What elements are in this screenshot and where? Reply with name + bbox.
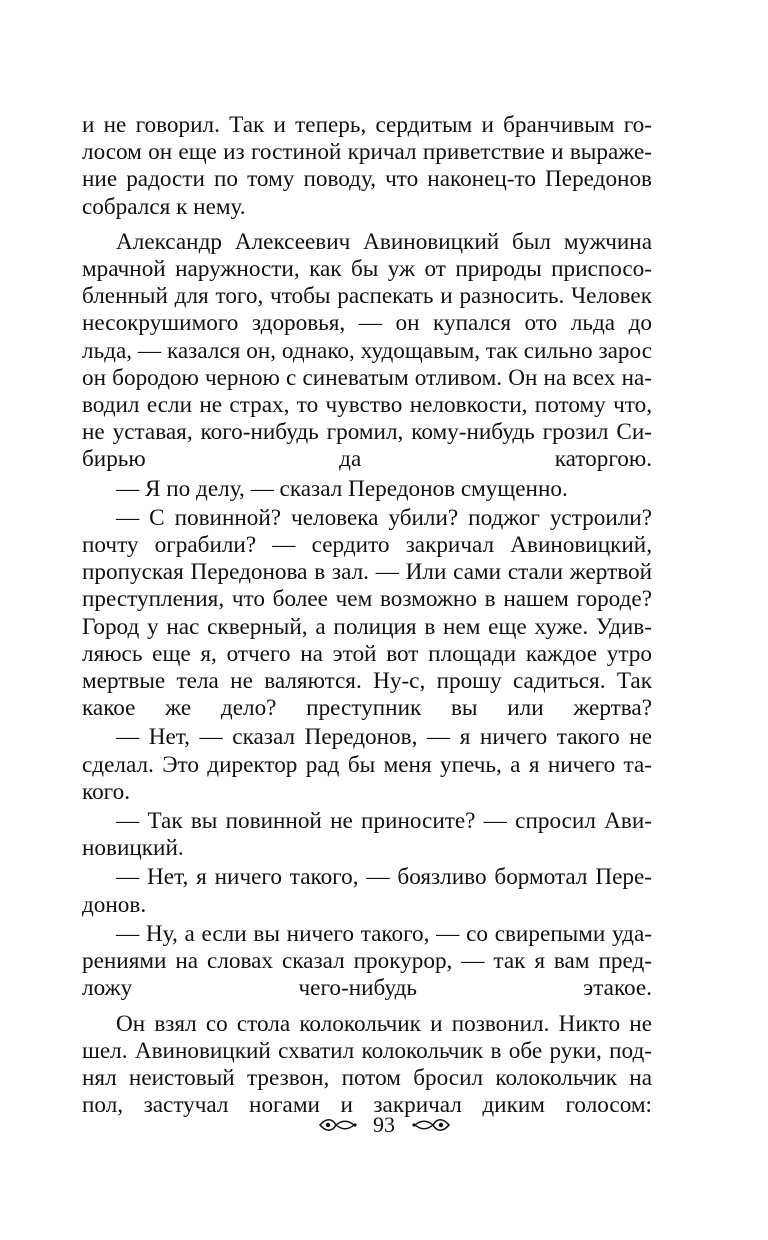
paragraph-4: — С повинной? человека убили? поджог устроили? почту ограбили? — сердито закричал Авиновицкий, пропуская Передонова в зал. — Или сами стали жертвой преступления, что более чем возможно в нашем городе? Город у нас скверный, а полиция в нем еще хуже. Удивляюсь еще я, отчего на этой вот площади каждое утро мертвые тела не валяются. Ну-с, прошу садиться. Так какое же дело? преступник вы или жертва?	[82, 504, 652, 722]
paragraph-2: Александр Алексеевич Авиновицкий был мужчина мрачной наружности, как бы уж от природы приспособленный для того, чтобы распекать и разносить. Человек несокрушимого здоровья, — он купался ото льда до льда, — казался он, однако, худощавым, так сильно зарос он бородою черною с синеватым отливом. Он на всех наводил если не страх, то чувство неловкости, потому что, не уставая, кого-нибудь громил, кому-нибудь грозил Сибирью да каторгою.	[82, 228, 652, 473]
page-number: 93	[373, 1111, 395, 1137]
paragraph-8: — Ну, а если вы ничего такого, — со свирепыми ударениями на словах сказал прокурор, — так я вам предложу чего-нибудь этакое.	[82, 920, 652, 1002]
paragraph-1: и не говорил. Так и теперь, сердитым и бранчивым голосом он еще из гостиной кричал приветствие и выражение радости по тому поводу, что наконец-то Передонов собрался к нему.	[82, 112, 652, 220]
paragraph-7: — Нет, я ничего такого, — боязливо бормотал Передонов.	[82, 864, 652, 918]
paragraph-6: — Так вы повинной не приносите? — спросил Авиновицкий.	[82, 808, 652, 862]
paragraph-5: — Нет, — сказал Передонов, — я ничего такого не сделал. Это директор рад бы меня упечь, а я ничего такого.	[82, 724, 652, 805]
page-footer	[0, 1110, 768, 1138]
ornament-right-icon	[411, 1116, 451, 1134]
ornament-left-icon	[318, 1116, 358, 1134]
paragraph-9: Он взял со стола колокольчик и позвонил. Никто не шел. Авиновицкий схватил колокольчик в обе руки, поднял неистовый трезвон, потом бросил колокольчик на пол, застучал ногами и закричал диким голосом:	[82, 1010, 652, 1119]
paragraph-3: — Я по делу, — сказал Передонов смущенно.	[116, 475, 568, 502]
book-page-text	[82, 112, 652, 1119]
